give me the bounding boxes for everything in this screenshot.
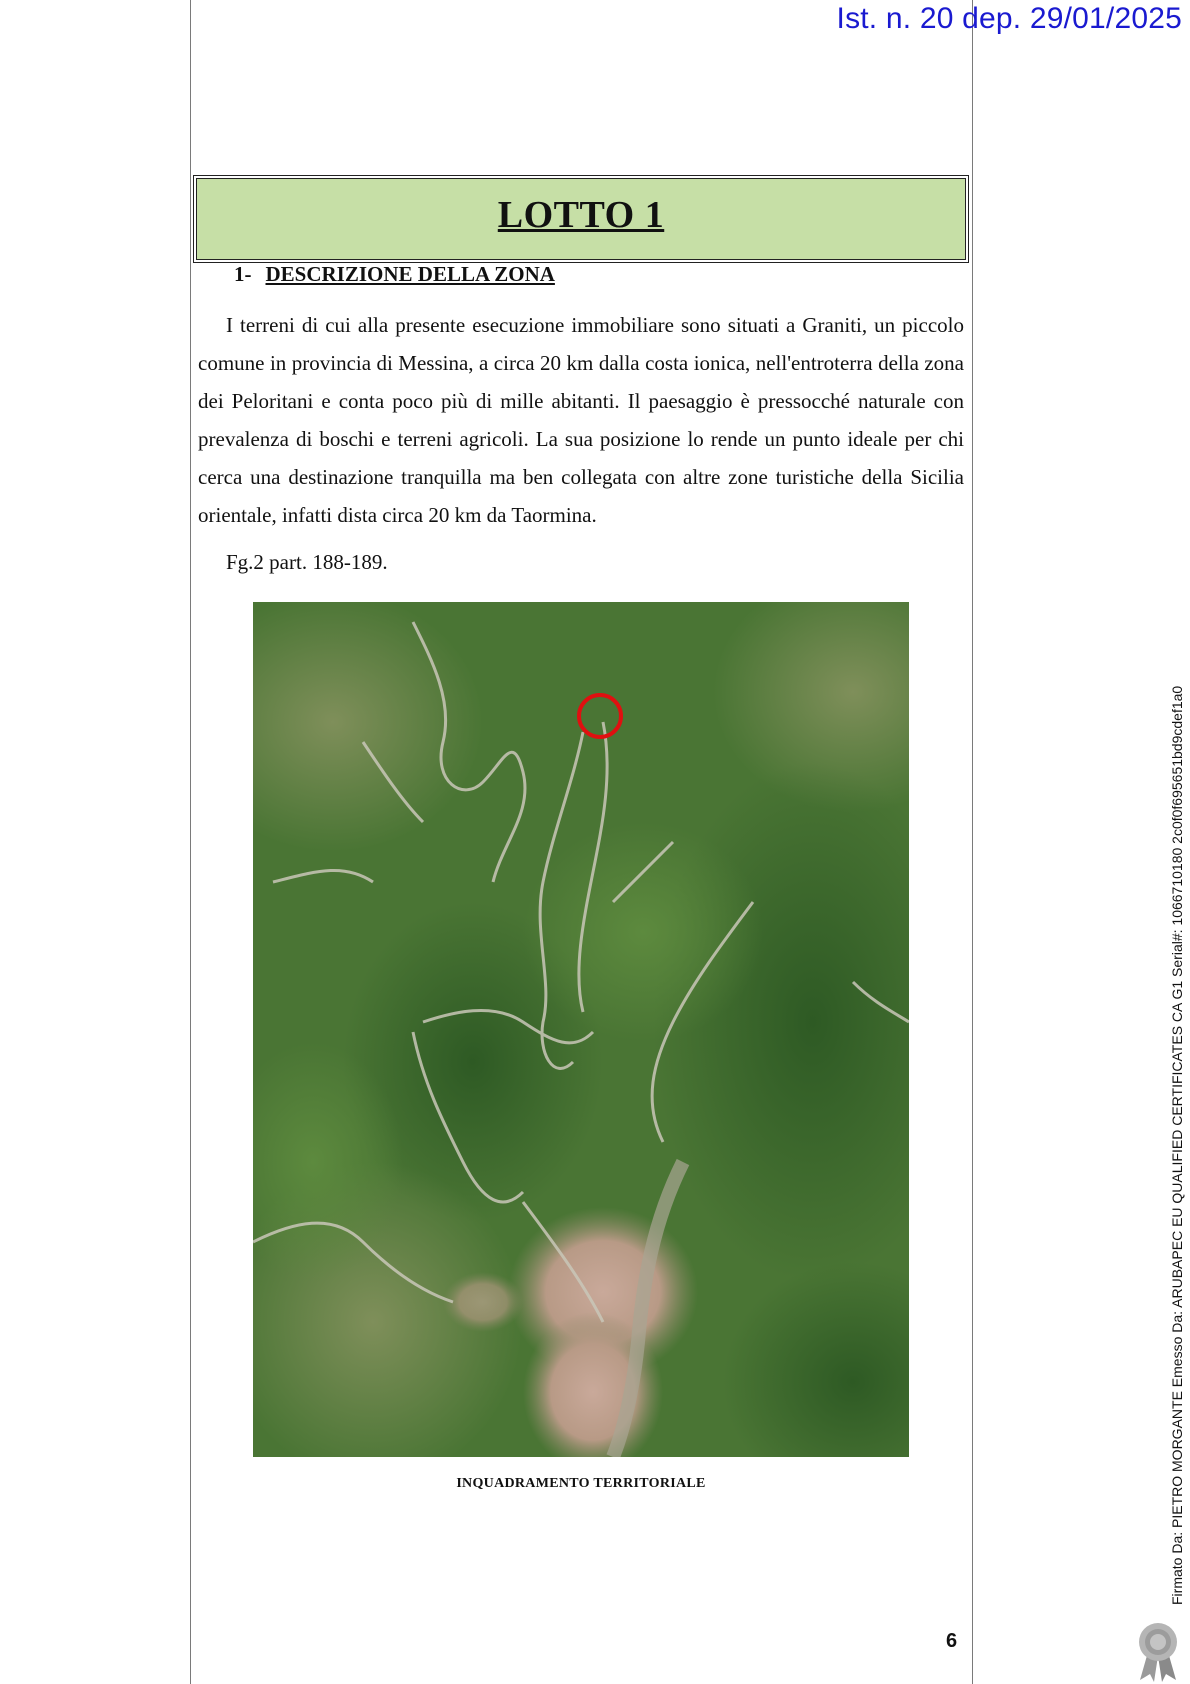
left-margin-line <box>190 0 191 1684</box>
deposit-stamp: Ist. n. 20 dep. 29/01/2025 <box>836 2 1182 35</box>
section-label: DESCRIZIONE DELLA ZONA <box>265 262 555 286</box>
page-number: 6 <box>946 1630 958 1652</box>
zone-description-paragraph: I terreni di cui alla presente esecuzione immobiliare sono situati a Graniti, un piccolo comune in provincia di Messina, a circa 20 km dalla costa ionica, nell'entroterra della zona dei Peloritani e conta poco più di mille abitanti. Il paesaggio è pressocché naturale con prevalenza di boschi e terreni agricoli. La sua posizione lo rende un punto ideale per chi cerca una destinazione tranquilla ma ben collegata con altre zone turistiche della Sicilia orientale, infatti dista circa 20 km da Taormina. <box>198 313 964 527</box>
section-heading <box>234 262 555 287</box>
satellite-map-graphic <box>253 602 909 1457</box>
title-box <box>196 178 966 260</box>
satellite-map-image <box>253 602 909 1457</box>
right-margin-line <box>972 0 973 1684</box>
page-title: LOTTO 1 <box>497 194 665 236</box>
figure-caption: INQUADRAMENTO TERRITORIALE <box>456 1476 706 1491</box>
section-number: 1- <box>234 262 252 286</box>
digital-signature-text: Firmato Da: PIETRO MORGANTE Emesso Da: ARUBAPEC EU QUALIFIED CERTIFICATES CA G1 Serial#: 1066710180 2c0f0f695651bd9cdef1a0 <box>1169 685 1185 1605</box>
cadastral-reference: Fg.2 part. 188-189. <box>226 550 388 574</box>
certification-seal-icon <box>1134 1622 1182 1682</box>
